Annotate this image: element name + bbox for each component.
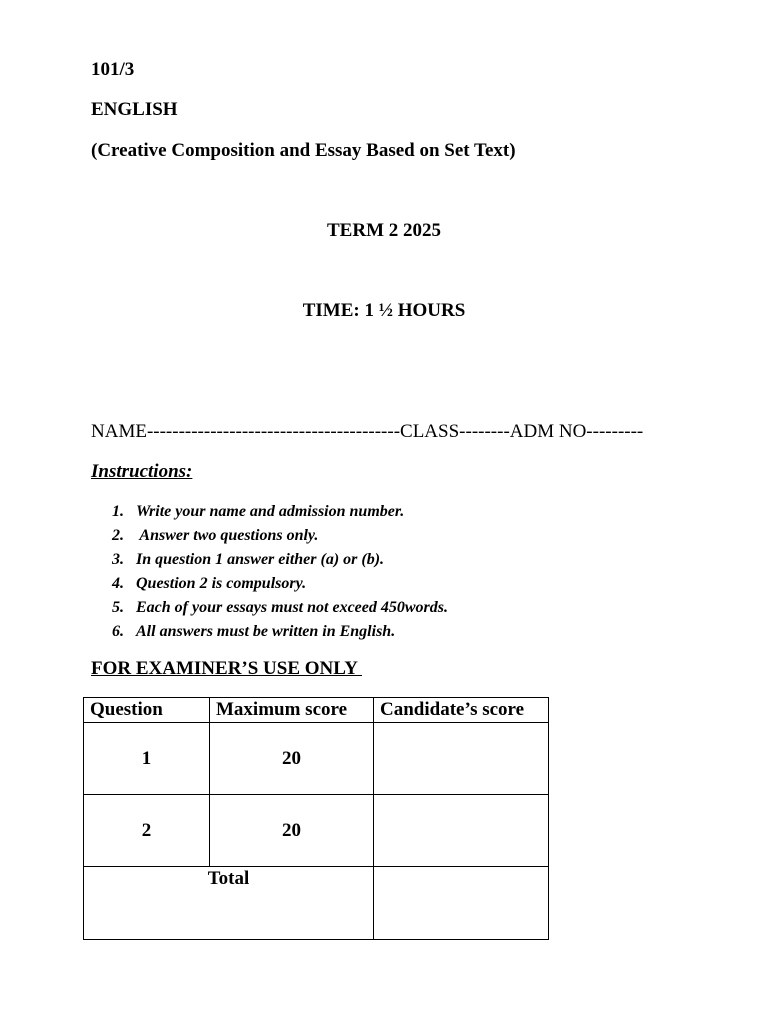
instruction-text: Write your name and admission number.	[136, 503, 405, 520]
instructions-heading: Instructions:	[91, 461, 193, 482]
time-allowed: TIME: 1 ½ HOURS	[302, 300, 466, 321]
instruction-text: Answer two questions only.	[136, 527, 319, 544]
score-table-header-row	[84, 698, 549, 723]
instruction-text: In question 1 answer either (a) or (b).	[136, 551, 385, 568]
instructions-list	[112, 500, 448, 644]
instruction-item	[112, 596, 448, 620]
instruction-item	[112, 572, 448, 596]
total-label: Total	[84, 867, 374, 940]
score-table	[83, 697, 549, 940]
instruction-number: 4.	[112, 575, 124, 592]
instruction-text: Each of your essays must not exceed 450words.	[136, 599, 448, 616]
candidate-score-cell[interactable]	[374, 723, 549, 795]
instruction-number: 3.	[112, 551, 124, 568]
instruction-number: 1.	[112, 503, 124, 520]
instruction-item	[112, 548, 448, 572]
instruction-item	[112, 524, 448, 548]
candidate-score-cell[interactable]	[374, 795, 549, 867]
question-number-cell: 1	[84, 723, 210, 795]
paper-title: (Creative Composition and Essay Based on Set Text)	[91, 140, 516, 161]
subject-title: ENGLISH	[91, 99, 178, 120]
instruction-text: All answers must be written in English.	[136, 623, 396, 640]
column-header-candidate-score: Candidate’s score	[374, 698, 549, 723]
total-row	[84, 867, 549, 940]
paper-code: 101/3	[91, 59, 135, 80]
table-row	[84, 795, 549, 867]
maximum-score-cell: 20	[210, 723, 374, 795]
candidate-details-line: NAME----------------------------------------CLASS--------ADM NO---------	[91, 421, 644, 442]
instruction-text: Question 2 is compulsory.	[136, 575, 307, 592]
question-number-cell: 2	[84, 795, 210, 867]
instruction-number: 6.	[112, 623, 124, 640]
term-label: TERM 2 2025	[327, 220, 441, 241]
column-header-question: Question	[84, 698, 210, 723]
maximum-score-cell: 20	[210, 795, 374, 867]
examiner-use-heading: FOR EXAMINER’S USE ONLY	[91, 658, 362, 679]
instruction-item	[112, 620, 448, 644]
instruction-number: 2.	[112, 527, 124, 544]
instruction-number: 5.	[112, 599, 124, 616]
instruction-item	[112, 500, 448, 524]
table-row	[84, 723, 549, 795]
column-header-maximum-score: Maximum score	[210, 698, 374, 723]
total-score-cell[interactable]	[374, 867, 549, 940]
